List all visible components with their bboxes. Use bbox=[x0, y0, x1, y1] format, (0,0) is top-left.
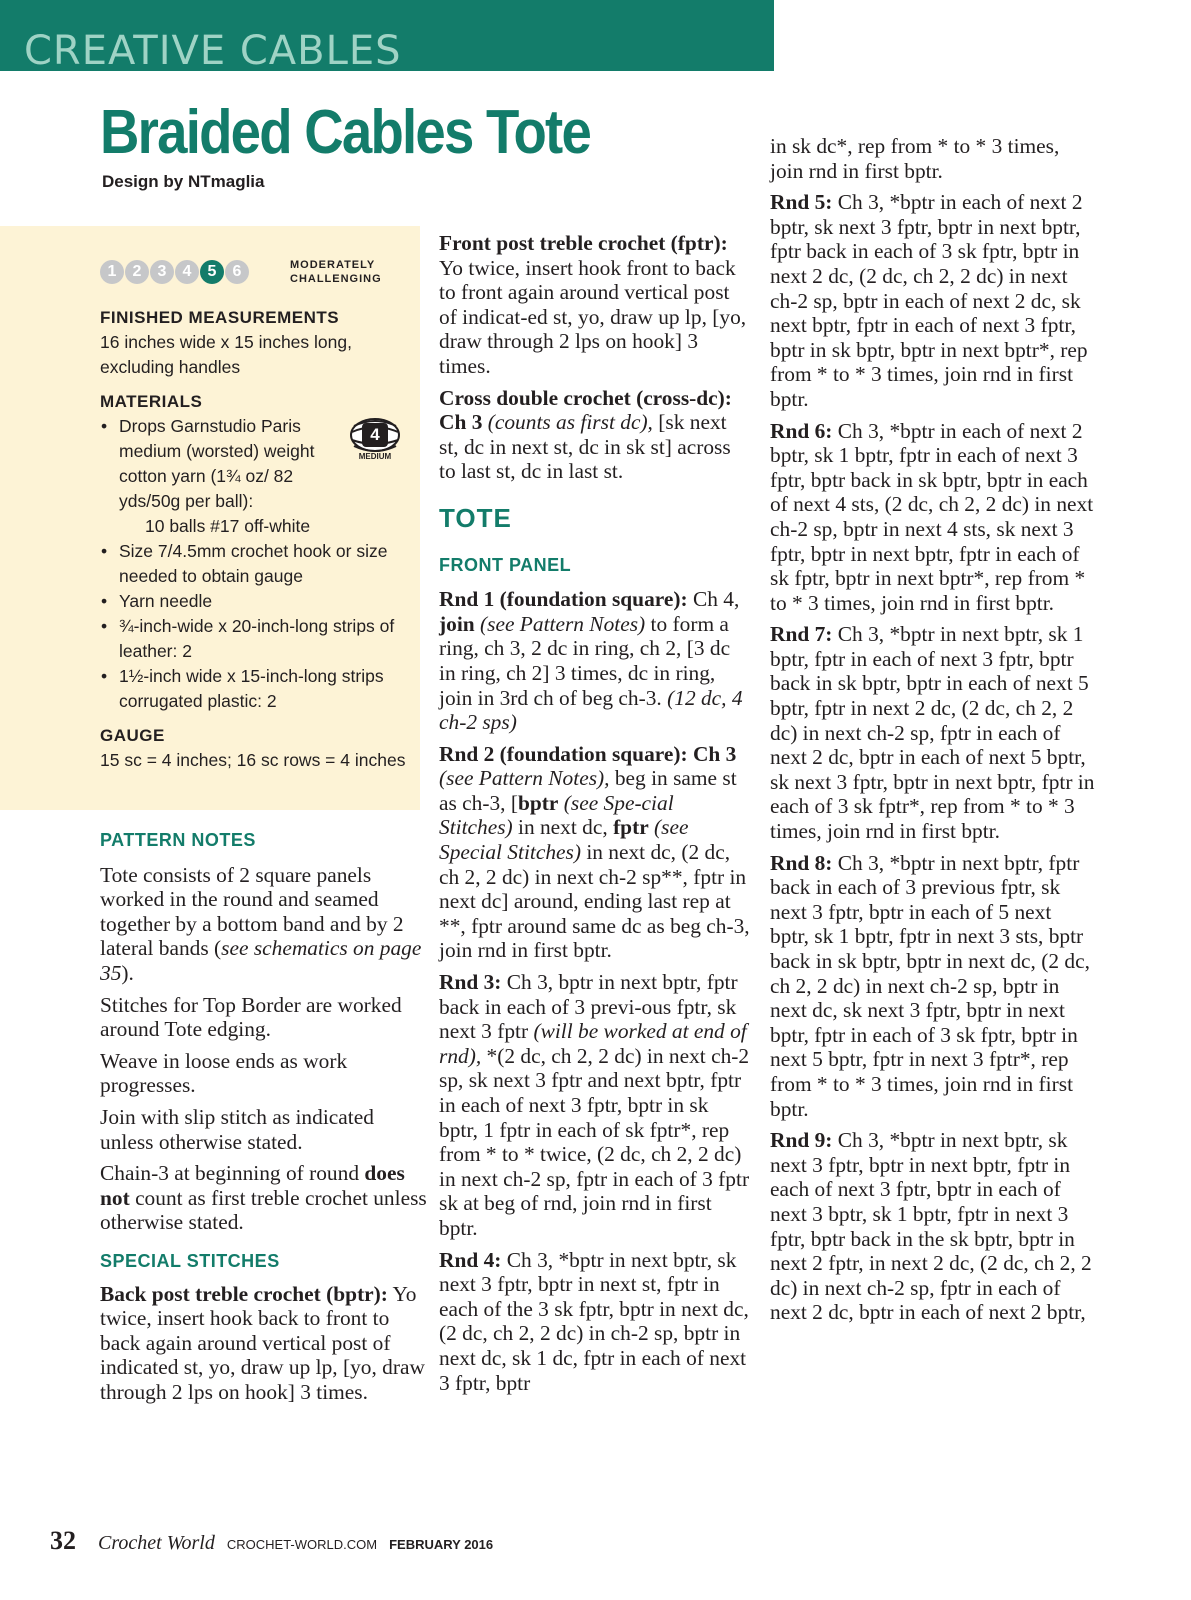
pattern-note: Weave in loose ends as work progresses. bbox=[100, 1048, 348, 1098]
materials-item: • Drops Garnstudio Paris medium (worsted) weight cotton yarn (1¾ oz/ 82 yds/50g per ball): 10 balls #17 off-white bbox=[100, 414, 410, 539]
magazine-url: CROCHET-WORLD.COM bbox=[226, 1537, 378, 1552]
designer-credit: Design by NTmaglia bbox=[102, 172, 265, 191]
section-header-band bbox=[0, 0, 774, 74]
page-title: Braided Cables Tote bbox=[100, 98, 591, 167]
issue-date: FEBRUARY 2016 bbox=[389, 1537, 494, 1552]
tote-heading: TOTE bbox=[439, 502, 512, 533]
skill-level-2: 2 bbox=[125, 260, 149, 284]
round-1: Rnd 1 (foundation square): Ch 4, join (see Pattern Notes) to form a ring, ch 3, 2 dc in ring, ch 2, [3 dc in ring, ch 2] 3 times, dc in ring, join in 3rd ch of beg ch-3. (12 dc, 4 ch-2 sps) bbox=[439, 587, 743, 735]
pattern-notes-heading: PATTERN NOTES bbox=[100, 830, 256, 850]
round-2: Rnd 2 (foundation square): Ch 3 (see Pattern Notes), beg in same st as ch-3, [bptr (see Spe-cial Stitches) in next dc, fptr (see Special Stitches) in next dc, (2 dc, ch 2, 2 dc) in next ch-2 sp**, fptr in next dc] around, ending last rep at **, fptr around same dc as beg ch-3, join rnd in first bptr. bbox=[439, 741, 750, 963]
yarn-weight-icon: 4 MEDIUM bbox=[348, 418, 402, 466]
column-1 bbox=[100, 828, 430, 1411]
round-8: Rnd 8: Ch 3, *bptr in next bptr, fptr back in each of 3 previous fptr, sk next 3 fptr, bptr in each of 5 next bptr, sk 1 bptr, fptr in next 3 sts, bptr back in sk bptr, bptr in next dc, (2 dc, ch 2, 2 dc) in next ch-2 sp, bptr in next dc, sk next 3 fptr, bptr in next bptr, fptr in each of 3 sk fptr, bptr in next 5 bptr, fptr in next 3 fptr*, rep from * to * 3 times, join rnd in first bptr. bbox=[770, 850, 1090, 1121]
magazine-name: Crochet World bbox=[98, 1532, 215, 1554]
materials-item: • ¾-inch-wide x 20-inch-long strips of leather: 2 bbox=[100, 614, 410, 664]
column-3 bbox=[770, 134, 1095, 1332]
skill-level-3: 3 bbox=[150, 260, 174, 284]
page-footer bbox=[50, 1526, 493, 1556]
finished-measurements-heading: FINISHED MEASUREMENTS bbox=[100, 308, 340, 327]
materials-item: • 1½-inch wide x 15-inch-long strips corrugated plastic: 2 bbox=[100, 664, 410, 714]
pattern-note: Tote consists of 2 square panels worked in the round and seamed together by a bottom band and by 2 lateral bands (see schematics on page 35). bbox=[100, 862, 422, 985]
skill-level-4: 4 bbox=[175, 260, 199, 284]
materials-heading: MATERIALS bbox=[100, 392, 203, 411]
finished-measurements-text: 16 inches wide x 15 inches long, excluding handles bbox=[100, 332, 352, 377]
round-4: Rnd 4: Ch 3, *bptr in next bptr, sk next 3 fptr, bptr in next st, fptr in each of the 3 sk fptr, bptr in next dc, (2 dc, ch 2, 2 dc) in ch-2 sp, bptr in next dc, sk 1 dc, fptr in each of next 3 fptr, bptr bbox=[439, 1247, 749, 1395]
info-box-text bbox=[100, 306, 410, 783]
page-number: 32 bbox=[50, 1526, 76, 1555]
stitch-definition-fptr: Front post treble crochet (fptr): Yo twice, insert hook front to back to front again around vertical post of indicat-ed st, yo, draw up lp, [yo, draw through 2 lps on hook] 3 times. bbox=[439, 231, 747, 378]
round-9: Rnd 9: Ch 3, *bptr in next bptr, sk next 3 fptr, bptr in next bptr, fptr in each of next 3 fptr, bptr in each of next 3 bptr, sk 1 bptr, fptr in next 3 fptr, bptr back in the sk bptr, bptr in next 2 fptr, in next 2 dc, (2 dc, ch 2, 2 dc) in next ch-2 sp, fptr in each of next 2 dc, bptr in each of next 2 bptr, bbox=[770, 1128, 1092, 1325]
skill-level-label: MODERATELY CHALLENGING bbox=[290, 259, 382, 285]
materials-list bbox=[100, 414, 410, 714]
skill-level-6: 6 bbox=[225, 260, 249, 284]
materials-item: • Size 7/4.5mm crochet hook or size needed to obtain gauge bbox=[100, 539, 410, 589]
column-2 bbox=[439, 231, 751, 1402]
front-panel-heading: FRONT PANEL bbox=[439, 554, 572, 575]
skill-level-5: 5 bbox=[200, 260, 224, 284]
skill-level-indicator bbox=[100, 258, 250, 286]
round-3: Rnd 3: Ch 3, bptr in next bptr, fptr back in each of 3 previ-ous fptr, sk next 3 fptr (will be worked at end of rnd), *(2 dc, ch 2, 2 dc) in next ch-2 sp, sk next 3 fptr and next bptr, fptr in each of next 3 fptr, bptr in sk bptr, 1 fptr in each of sk fptr*, rep from * to * twice, (2 dc, ch 2, 2 dc) in next ch-2 sp, fptr in each of 3 fptr sk at beg of rnd, join rnd in first bptr. bbox=[439, 970, 750, 1240]
pattern-note: Stitches for Top Border are worked around Tote edging. bbox=[100, 992, 402, 1042]
pattern-note: Join with slip stitch as indicated unless otherwise stated. bbox=[100, 1104, 374, 1154]
round-4-continued: in sk dc*, rep from * to * 3 times, join rnd in first bptr. bbox=[770, 134, 1060, 183]
gauge-text: 15 sc = 4 inches; 16 sc rows = 4 inches bbox=[100, 750, 406, 770]
pattern-note: Chain-3 at beginning of round does not count as first treble crochet unless otherwise stated. bbox=[100, 1161, 427, 1235]
section-title: CREATIVE CABLES bbox=[24, 28, 402, 74]
round-7: Rnd 7: Ch 3, *bptr in next bptr, sk 1 bptr, fptr in each of next 3 fptr, bptr back in sk bptr, bptr in each of next 5 bptr, fptr in next 2 dc, (2 dc, ch 2, 2 dc) in next ch-2 sp, fptr in each of next 2 dc, bptr in each of next 5 bptr, sk next 3 fptr, bptr in next bptr, fptr in each of 3 sk fptr*, rep from * to * 3 times, join rnd in first bptr. bbox=[770, 622, 1095, 844]
stitch-definition-cross-dc: Cross double crochet (cross-dc): Ch 3 (counts as first dc), [sk next st, dc in next st, dc in sk st] across to last st, dc in last st. bbox=[439, 385, 732, 484]
skill-level-1: 1 bbox=[100, 260, 124, 284]
round-5: Rnd 5: Ch 3, *bptr in each of next 2 bptr, sk next 3 fptr, bptr in next bptr, fptr back in each of 3 sk fptr, bptr in next 2 dc, (2 dc, ch 2, 2 dc) in next ch-2 sp, bptr in each of next 2 dc, sk next bptr, fptr in each of next 3 fptr, bptr in sk bptr, bptr in next bptr*, rep from * to * 3 times, join rnd in first bptr. bbox=[770, 190, 1088, 411]
stitch-definition-bptr: Back post treble crochet (bptr): Yo twice, insert hook back to front to back again around vertical post of indicated st, yo, draw up lp, [yo, draw through 2 lps on hook] 3 times. bbox=[100, 1281, 425, 1404]
materials-item: • Yarn needle bbox=[100, 589, 410, 614]
round-6: Rnd 6: Ch 3, *bptr in each of next 2 bptr, sk 1 bptr, fptr in each of next 3 fptr, bptr back in sk bptr, bptr in each of next 4 sts, (2 dc, ch 2, 2 dc) in next ch-2 sp, bptr in next 4 sts, sk next 3 fptr, bptr in next bptr, fptr in each of sk fptr, bptr in next bptr*, rep from * to * 3 times, join rnd in first bptr. bbox=[770, 418, 1094, 615]
gauge-heading: GAUGE bbox=[100, 726, 165, 745]
special-stitches-heading: SPECIAL STITCHES bbox=[100, 1250, 280, 1271]
